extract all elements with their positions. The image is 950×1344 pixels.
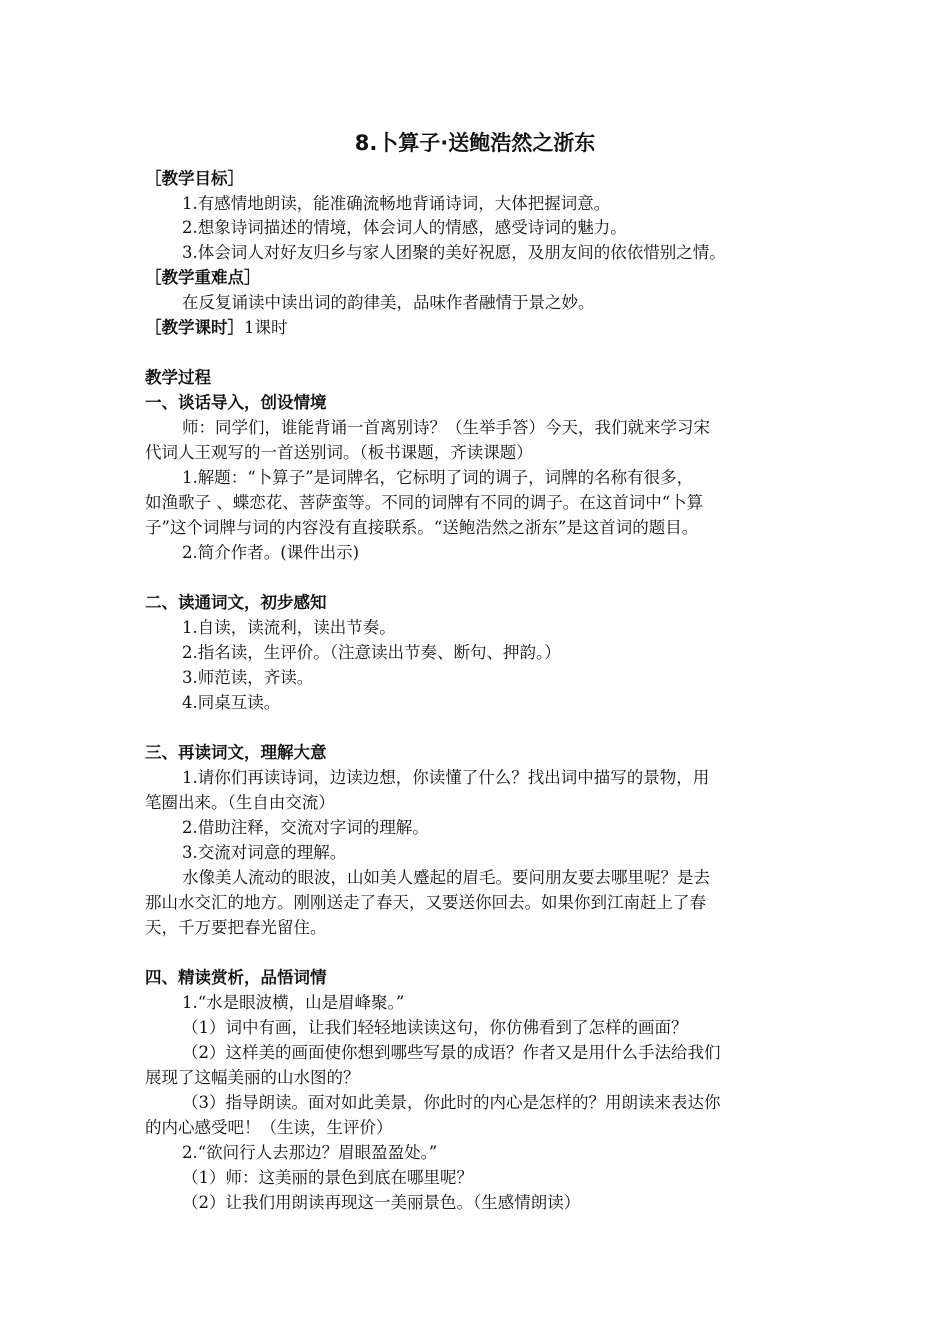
key-points-text: 在反复诵读中读出词的韵律美，品味作者融情于景之妙。 (182, 293, 595, 312)
class-hours (145, 316, 815, 340)
paragraph-line: 代词人王观写的一首送别词。（板书课题，齐读课题） (145, 443, 533, 462)
paragraph-line: 1.解题：“卜算子”是词牌名，它标明了词的调子，词牌的名称有很多， (182, 468, 694, 487)
paragraph-line: （1）师：这美丽的景色到底在哪里呢？ (182, 1168, 473, 1187)
section-heading: 二、读通词文，初步感知 (145, 593, 327, 612)
objective-item: 3.体会词人对好友归乡与家人团聚的美好祝愿，及朋友间的依依惜别之情。 (182, 243, 726, 262)
paragraph-line: 笔圈出来。（生自由交流） (145, 793, 335, 812)
paragraph-line: 3.师范读，齐读。 (182, 668, 314, 687)
paragraph-line: 子”这个词牌与词的内容没有直接联系。“送鲍浩然之浙东”是这首词的题目。 (145, 518, 699, 537)
class-hours-heading: ［教学课时］ (145, 318, 244, 337)
paragraph-line: 展现了这幅美丽的山水图的？ (145, 1068, 360, 1087)
paragraph-line: 师：同学们，谁能背诵一首离别诗？（生举手答）今天，我们就来学习宋 (182, 418, 710, 437)
section-heading: 四、精读赏析，品悟词情 (145, 968, 327, 987)
paragraph-line: 3.交流对词意的理解。 (182, 843, 347, 862)
paragraph-line: 2.简介作者。(课件出示) (182, 543, 360, 562)
paragraph-line: 2.指名读，生评价。（注意读出节奏、断句、押韵。） (182, 643, 561, 662)
paragraph-line: （2）这样美的画面使你想到哪些写景的成语？作者又是用什么手法给我们 (182, 1043, 721, 1062)
objective-item: 2.想象诗词描述的情境，体会词人的情感，感受诗词的魅力。 (182, 218, 627, 237)
paragraph-line: 2.“欲问行人去那边？眉眼盈盈处。” (182, 1143, 438, 1162)
paragraph-line: 水像美人流动的眼波，山如美人蹙起的眉毛。要问朋友要去哪里呢？是去 (182, 868, 710, 887)
paragraph-line: 天，千万要把春光留住。 (145, 918, 327, 937)
objective-item: 1.有感情地朗读，能准确流畅地背诵诗词，大体把握词意。 (182, 194, 611, 213)
section-heading: 三、再读词文，理解大意 (145, 743, 327, 762)
paragraph-line: 4.同桌互读。 (182, 693, 281, 712)
paragraph-line: 2.借助注释，交流对字词的理解。 (182, 818, 429, 837)
class-hours-value: 1课时 (244, 318, 288, 337)
paragraph-line: （3）指导朗读。面对如此美景，你此时的内心是怎样的？用朗读来表达你 (182, 1093, 721, 1112)
paragraph-line: 1.“水是眼波横，山是眉峰聚。” (182, 993, 405, 1012)
paragraph-line: 那山水交汇的地方。刚刚送走了春天，又要送你回去。如果你到江南赶上了春 (145, 893, 706, 912)
paragraph-line: 1.自读，读流利，读出节奏。 (182, 618, 396, 637)
page-title: 8.卜算子·送鲍浩然之浙东 (354, 131, 596, 155)
key-points-heading: ［教学重难点］ (145, 268, 261, 287)
section-heading: 一、谈话导入，创设情境 (145, 393, 327, 412)
process-heading: 教学过程 (145, 368, 211, 387)
paragraph-line: 1.请你们再读诗词，边读边想，你读懂了什么？找出词中描写的景物，用 (182, 768, 710, 787)
paragraph-line: 的内心感受吧！（生读，生评价） (145, 1118, 393, 1137)
paragraph-line: （1）词中有画，让我们轻轻地读读这句，你仿佛看到了怎样的画面？ (182, 1018, 688, 1037)
paragraph-line: （2）让我们用朗读再现这一美丽景色。（生感情朗读） (182, 1193, 581, 1212)
objectives-heading: ［教学目标］ (145, 169, 244, 188)
paragraph-line: 如渔歌子 、蝶恋花、菩萨蛮等。不同的词牌有不同的调子。在这首词中“卜算 (145, 493, 704, 512)
